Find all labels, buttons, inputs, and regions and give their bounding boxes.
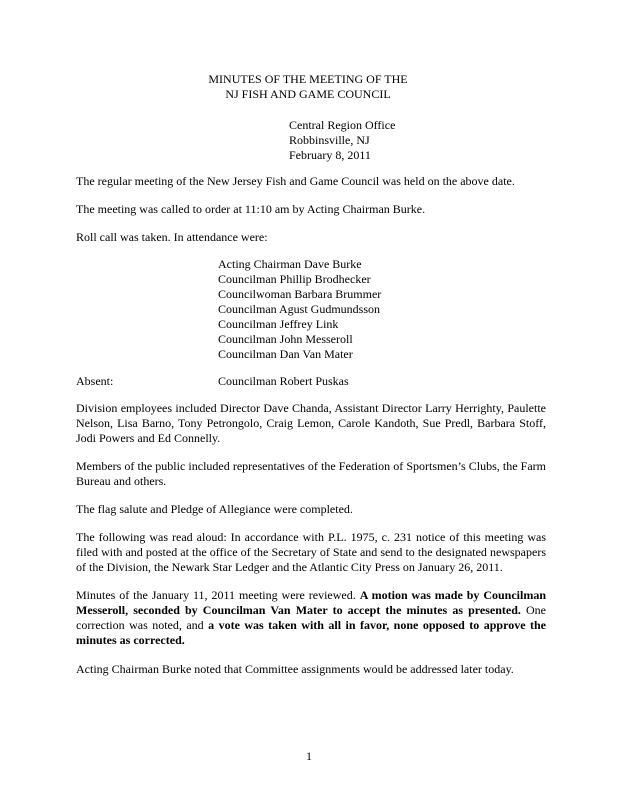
- attendee-item: Councilman Jeffrey Link: [218, 317, 339, 331]
- location-office: Central Region Office: [289, 118, 396, 132]
- attendee-item: Councilman Dan Van Mater: [218, 347, 353, 361]
- minutes-vote: a vote was taken with all in favor, none opposed to approve the minutes as corrected.: [76, 618, 546, 647]
- title-line-2: NJ FISH AND GAME COUNCIL: [225, 87, 391, 101]
- attendee-item: Councilman Agust Gudmundsson: [218, 302, 381, 316]
- attendee-item: Councilwoman Barbara Brummer: [218, 287, 382, 301]
- attendee-item: Acting Chairman Dave Burke: [218, 257, 362, 271]
- attendee-item: Councilman John Messeroll: [218, 332, 353, 346]
- paragraph-called-to-order: The meeting was called to order at 11:10 am by Acting Chairman Burke.: [76, 202, 426, 216]
- minutes-motion: A motion was made by Councilman Messeroll, seconded by Councilman Van Mater to accept the minutes as presented.: [76, 588, 546, 617]
- paragraph-committee: Acting Chairman Burke noted that Committee assignments would be addressed later today.: [76, 662, 514, 676]
- title-line-1: MINUTES OF THE MEETING OF THE: [208, 72, 408, 86]
- paragraph-roll-call: Roll call was taken. In attendance were:: [76, 230, 268, 244]
- paragraph-division-employees: Division employees included Director Dave Chanda, Assistant Director Larry Herrighty, Paulette Nelson, Lisa Barno, Tony Petrongolo, Craig Lemon, Carole Kandoth, Sue Predl, Barbara Stoff, Jodi Powers and Ed Connelly.: [76, 401, 546, 445]
- page-number: 1: [306, 749, 312, 763]
- location-city: Robbinsville, NJ: [289, 133, 370, 147]
- paragraph-flag-salute: The flag salute and Pledge of Allegiance were completed.: [76, 502, 353, 516]
- absent-label: Absent:: [76, 374, 114, 388]
- attendee-item: Councilman Phillip Brodhecker: [218, 272, 371, 286]
- paragraph-notice: The following was read aloud: In accordance with P.L. 1975, c. 231 notice of this meeting was filed with and posted at the office of the Secretary of State and send to the designated newspapers of the Division, the Newark Star Ledger and the Atlantic City Press on January 26, 2011.: [76, 530, 546, 574]
- absent-name: Councilman Robert Puskas: [218, 374, 349, 388]
- paragraph-public-members: Members of the public included representatives of the Federation of Sportsmen’s Clubs, the Farm Bureau and others.: [76, 459, 546, 488]
- minutes-text: One correction was noted, and: [76, 603, 546, 632]
- meeting-date: February 8, 2011: [289, 148, 371, 162]
- paragraph-minutes-review: [76, 588, 546, 648]
- paragraph-regular-meeting: The regular meeting of the New Jersey Fish and Game Council was held on the above date.: [76, 174, 515, 188]
- minutes-text: Minutes of the January 11, 2011 meeting were reviewed.: [76, 588, 360, 602]
